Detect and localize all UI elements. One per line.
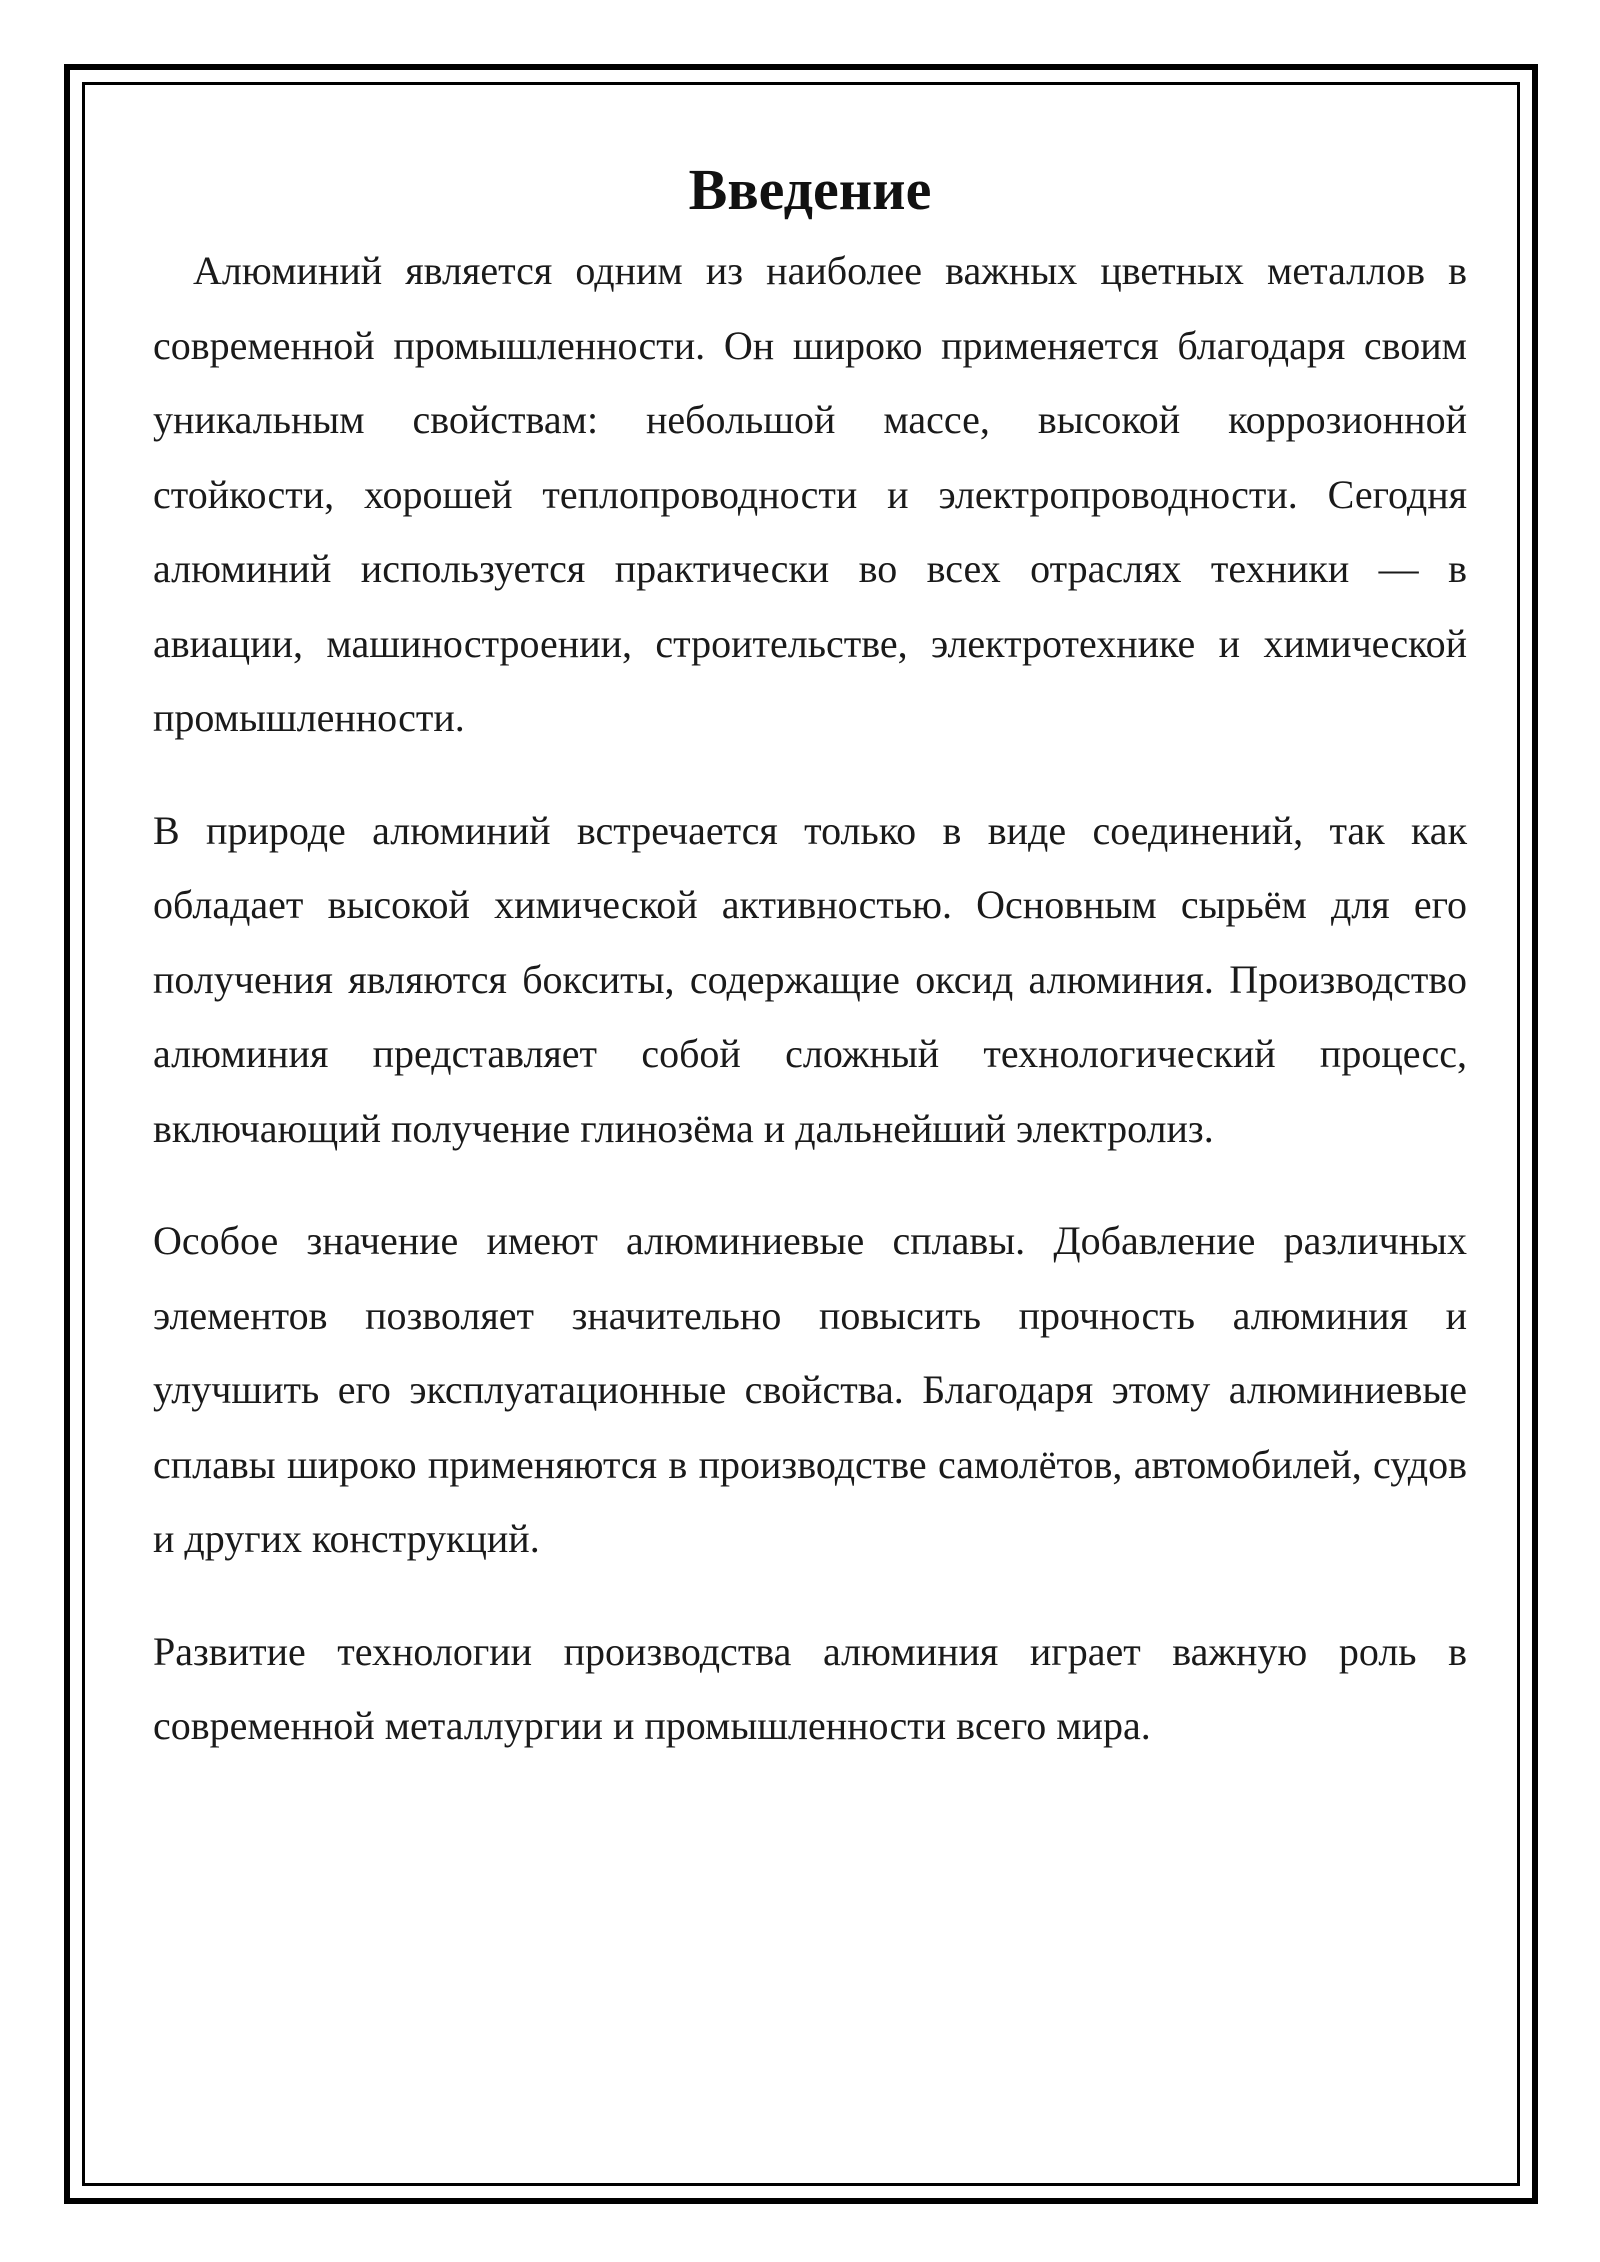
paragraph-2: В природе алюминий встречается только в виде соединений, так как обладает высокой химической активностью. Основным сырьём для его получения являются бокситы, содержащие оксид алюминия. Производство алюминия представляет собой сложный технологический процесс, включающий получение глинозёма и дальнейший электролиз.: [153, 807, 1467, 1151]
document-body: [153, 150, 1467, 1802]
paragraph-4: Развитие технологии производства алюминия играет важную роль в современной металлургии и промышленности всего мира.: [153, 1628, 1467, 1748]
page-title: Введение: [688, 157, 932, 222]
paragraph-3: Особое значение имеют алюминиевые сплавы. Добавление различных элементов позволяет значительно повысить прочность алюминия и улучшить его эксплуатационные свойства. Благодаря этому алюминиевые сплавы широко применяются в производстве самолётов, автомобилей, судов и других конструкций.: [153, 1218, 1467, 1561]
paragraph-1: Алюминий является одним из наиболее важных цветных металлов в современной промышленности. Он широко применяется благодаря своим уникальным свойствам: небольшой массе, высокой коррозионной стойкости, хорошей теплопроводности и электропроводности. Сегодня алюминий используется практически во всех отраслях техники — в авиации, машиностроении, строительстве, электротехнике и химической промышленности.: [153, 248, 1467, 740]
